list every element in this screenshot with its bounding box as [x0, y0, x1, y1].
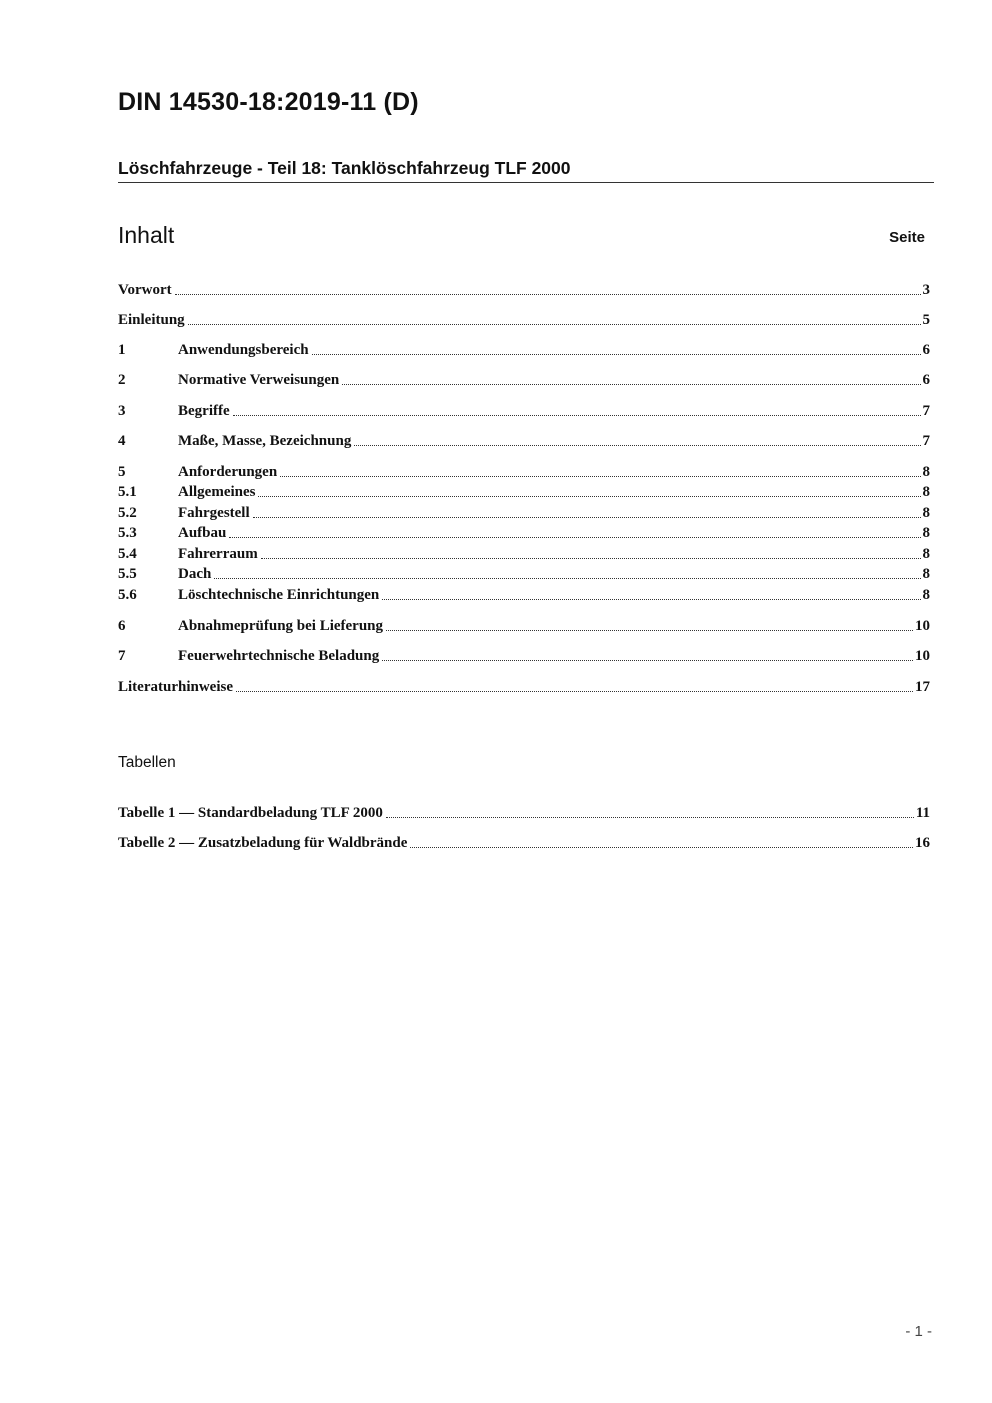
- toc-entry-page: 17: [915, 679, 930, 695]
- toc-entry-page: 8: [922, 566, 930, 582]
- toc-entry-1[interactable]: [118, 340, 930, 360]
- toc-entry-page: 8: [922, 546, 930, 562]
- dot-leader: [410, 847, 913, 848]
- toc-entry-number: 5.3: [118, 525, 137, 541]
- toc-entry-title: Löschtechnische Einrichtungen: [178, 587, 380, 603]
- dot-leader: [382, 660, 913, 661]
- toc-entry-number: 5.1: [118, 484, 137, 500]
- toc-entry-2[interactable]: [118, 370, 930, 390]
- toc-entry-title: Dach: [178, 566, 212, 582]
- toc-entry-5-6[interactable]: [118, 585, 930, 605]
- toc-entry-title: Vorwort: [118, 282, 172, 298]
- toc-entry-number: 2: [118, 372, 126, 388]
- toc-entry-title: Anwendungsbereich: [178, 342, 309, 358]
- toc-entry-number: 5.5: [118, 566, 137, 582]
- document-id: DIN 14530-18:2019-11 (D): [118, 88, 419, 116]
- tables-heading: Tabellen: [118, 754, 176, 771]
- table-entry-title: Tabelle 2 — Zusatzbeladung für Waldbrände: [118, 835, 408, 851]
- dot-leader: [258, 496, 920, 497]
- page-column-label: Seite: [889, 229, 925, 246]
- toc-entry-page: 3: [922, 282, 930, 298]
- toc-entry-5-4[interactable]: [118, 544, 930, 564]
- toc-entry-page: 7: [922, 433, 930, 449]
- dot-leader: [214, 578, 920, 579]
- toc-entry-number: 4: [118, 433, 126, 449]
- dot-leader: [342, 384, 920, 385]
- dot-leader: [386, 630, 913, 631]
- toc-entry-7[interactable]: [118, 646, 930, 666]
- toc-entry-page: 8: [922, 464, 930, 480]
- toc-entry-literaturhinweise[interactable]: [118, 677, 930, 697]
- toc-entry-page: 6: [922, 372, 930, 388]
- table-entry-title: Tabelle 1 — Standardbeladung TLF 2000: [118, 805, 383, 821]
- table-entry-1[interactable]: [118, 803, 930, 823]
- toc-entry-6[interactable]: [118, 616, 930, 636]
- dot-leader: [188, 324, 921, 325]
- dot-leader: [386, 817, 914, 818]
- toc-entry-title: Anforderungen: [178, 464, 278, 480]
- toc-entry-einleitung[interactable]: [118, 310, 930, 330]
- toc-entry-number: 5: [118, 464, 126, 480]
- toc-entry-number: 5.6: [118, 587, 137, 603]
- table-entry-page: 16: [915, 835, 930, 851]
- toc-entry-page: 8: [922, 505, 930, 521]
- toc-entry-page: 5: [922, 312, 930, 328]
- contents-heading: Inhalt: [118, 222, 175, 248]
- toc-entry-title: Literaturhinweise: [118, 679, 233, 695]
- toc-entry-3[interactable]: [118, 401, 930, 421]
- toc-entry-page: 7: [922, 403, 930, 419]
- toc-entry-title: Fahrgestell: [178, 505, 250, 521]
- toc-entry-title: Feuerwehrtechnische Beladung: [178, 648, 380, 664]
- toc-entry-page: 6: [922, 342, 930, 358]
- toc-entry-title: Maße, Masse, Bezeichnung: [178, 433, 352, 449]
- toc-entry-5[interactable]: [118, 462, 930, 482]
- toc-entry-vorwort[interactable]: [118, 280, 930, 300]
- toc-entry-4[interactable]: [118, 431, 930, 451]
- dot-leader: [382, 599, 920, 600]
- dot-leader: [354, 445, 920, 446]
- toc-entry-number: 7: [118, 648, 126, 664]
- toc-entry-5-2[interactable]: [118, 503, 930, 523]
- toc-entry-title: Fahrerraum: [178, 546, 258, 562]
- toc-entry-number: 1: [118, 342, 126, 358]
- toc-entry-title: Aufbau: [178, 525, 227, 541]
- toc-entry-5-3[interactable]: [118, 523, 930, 543]
- page-number: - 1 -: [905, 1323, 932, 1340]
- toc-entry-5-1[interactable]: [118, 482, 930, 502]
- document-subtitle: Löschfahrzeuge - Teil 18: Tanklöschfahrzeug TLF 2000: [118, 158, 934, 183]
- dot-leader: [175, 294, 921, 295]
- dot-leader: [236, 691, 913, 692]
- toc-entry-title: Normative Verweisungen: [178, 372, 340, 388]
- toc-entry-number: 5.4: [118, 546, 137, 562]
- toc-entry-number: 5.2: [118, 505, 137, 521]
- dot-leader: [261, 558, 921, 559]
- toc-entry-number: 3: [118, 403, 126, 419]
- toc-entry-5-5[interactable]: [118, 564, 930, 584]
- toc-entry-page: 8: [922, 484, 930, 500]
- toc-entry-number: 6: [118, 618, 126, 634]
- dot-leader: [233, 415, 921, 416]
- toc-entry-title: Allgemeines: [178, 484, 256, 500]
- toc-entry-page: 10: [915, 618, 930, 634]
- table-entry-2[interactable]: [118, 833, 930, 853]
- toc-entry-title: Einleitung: [118, 312, 185, 328]
- dot-leader: [229, 537, 920, 538]
- dot-leader: [312, 354, 921, 355]
- dot-leader: [280, 476, 920, 477]
- toc-entry-title: Begriffe: [178, 403, 230, 419]
- toc-entry-title: Abnahmeprüfung bei Lieferung: [178, 618, 384, 634]
- table-entry-page: 11: [915, 805, 930, 821]
- toc-entry-page: 8: [922, 587, 930, 603]
- toc-entry-page: 10: [915, 648, 930, 664]
- dot-leader: [253, 517, 921, 518]
- toc-entry-page: 8: [922, 525, 930, 541]
